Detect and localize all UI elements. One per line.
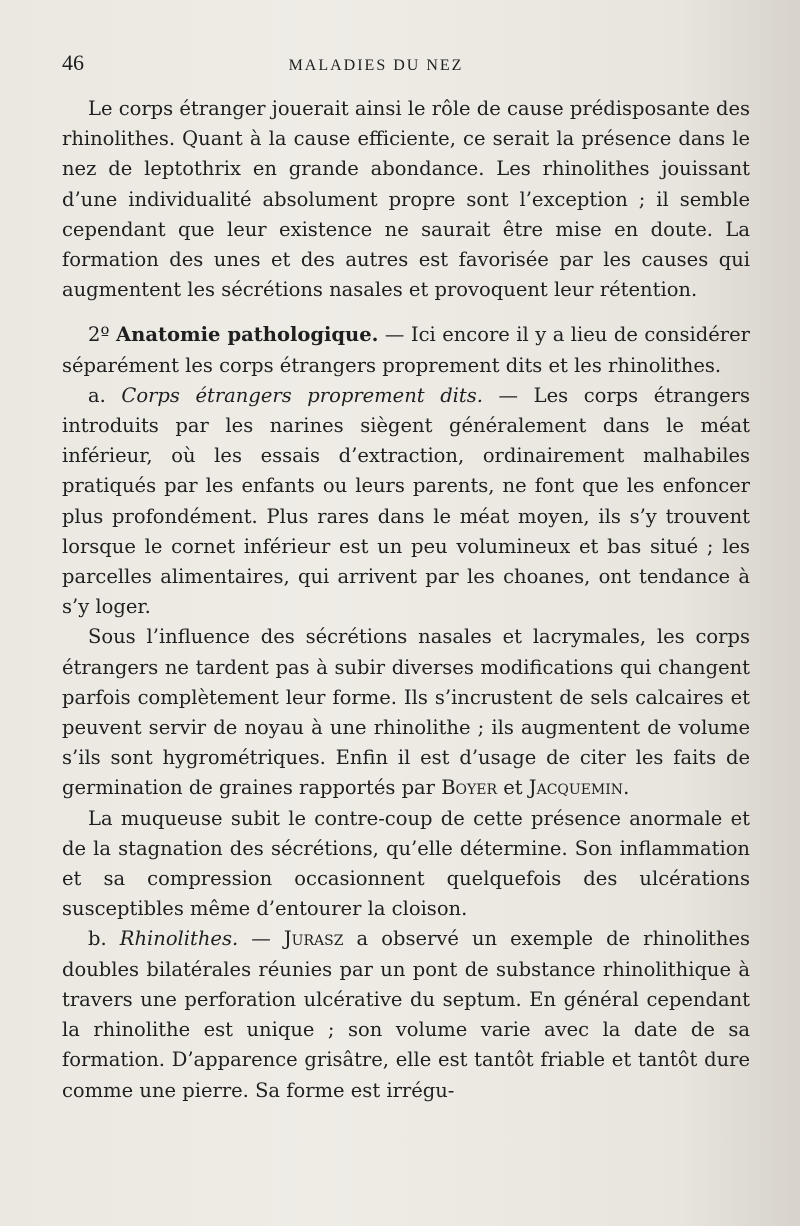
page-header (62, 50, 750, 94)
page-number: 46 (62, 50, 84, 75)
paragraph-foreign-bodies (62, 381, 750, 623)
subsection-heading-foreign-bodies: Corps étrangers proprement dits. (121, 383, 483, 407)
subsection-heading-rhinoliths: Rhinolithes. (119, 927, 239, 951)
sentence-end: . (623, 776, 630, 800)
subsection-label-a: a. (88, 383, 106, 407)
paragraph-etiology-text: Le corps étranger jouerait ainsi le rôle de cause prédisposante des rhinolithes. Quant à la cause efficiente, ce serait la présence dans le nez de leptothrix en grande abondance. Les rhinolithes jouissant d’une individualité absolument propre sont l’exception ; il semble cependant que leur existence ne saurait être mise en doute. La formation des unes et des autres est favorisée par les causes qui augmentent les sécrétions nasales et provoquent leur rétention. (62, 97, 750, 302)
conjunction: et (497, 776, 529, 800)
section-heading: Anatomie pathologique. (116, 323, 379, 347)
heading-dash: — (238, 927, 284, 951)
paragraph-modifications-text: Sous l’influence des sécrétions nasales et lacrymales, les corps étrangers ne tardent pas à subir diverses modifications qui changent parfois complètement leur forme. Ils s’incrustent de sels calcaires et peuvent servir de noyau à une rhinolithe ; ils augmentent de volume s’ils sont hygrométriques. Enfin il est d’usage de citer les faits de germination de graines rapportés par (62, 625, 750, 800)
paragraph-mucosa (62, 804, 750, 925)
paragraph-modifications (62, 622, 750, 803)
author-name-jacquemin: Jacquemin (528, 776, 624, 800)
paragraph-foreign-bodies-text: — Les corps étrangers introduits par les narines siègent généralement dans le méat inférieur, où les essais d’extraction, ordinairement malhabiles pratiqués par les enfants ou leurs parents, ne font que les enfoncer plus profondément. Plus rares dans le méat moyen, ils s’y trouvent lorsque le cornet inférieur est un peu volumineux et bas situé ; les parcelles alimentaires, qui arrivent par les choanes, ont tendance à s’y loger. (62, 383, 750, 619)
paragraph-rhinoliths-text: a observé un exemple de rhinolithes doubles bilatérales réunies par un pont de substance rhinolithique à travers une perforation ulcérative du septum. En général cependant la rhinolithe est unique ; son volume varie avec la date de sa formation. D’apparence grisâtre, elle est tantôt friable et tantôt dure comme une pierre. Sa forme est irrégu- (62, 927, 751, 1102)
author-name-jurasz: Jurasz (283, 927, 344, 951)
page-body (62, 94, 750, 1106)
paragraph-mucosa-text: La muqueuse subit le contre-coup de cette présence anormale et de la stagnation des sécrétions, qu’elle détermine. Son inflammation et sa compression occasionnent quelquefois des ulcérations susceptibles même d’entourer la cloison. (62, 806, 750, 921)
author-name-boyer: Boyer (441, 776, 498, 800)
paragraph-rhinoliths (62, 924, 750, 1105)
section-number: 2º (88, 323, 110, 347)
paragraph-anatomy (62, 320, 750, 380)
paragraph-etiology (62, 94, 750, 305)
paragraph-anatomy-text: — Ici encore il y a lieu de considérer séparément les corps étrangers proprement dits et les rhinolithes. (62, 323, 750, 377)
subsection-label-b: b. (88, 927, 107, 951)
running-title: MALADIES DU NEZ (288, 57, 464, 74)
